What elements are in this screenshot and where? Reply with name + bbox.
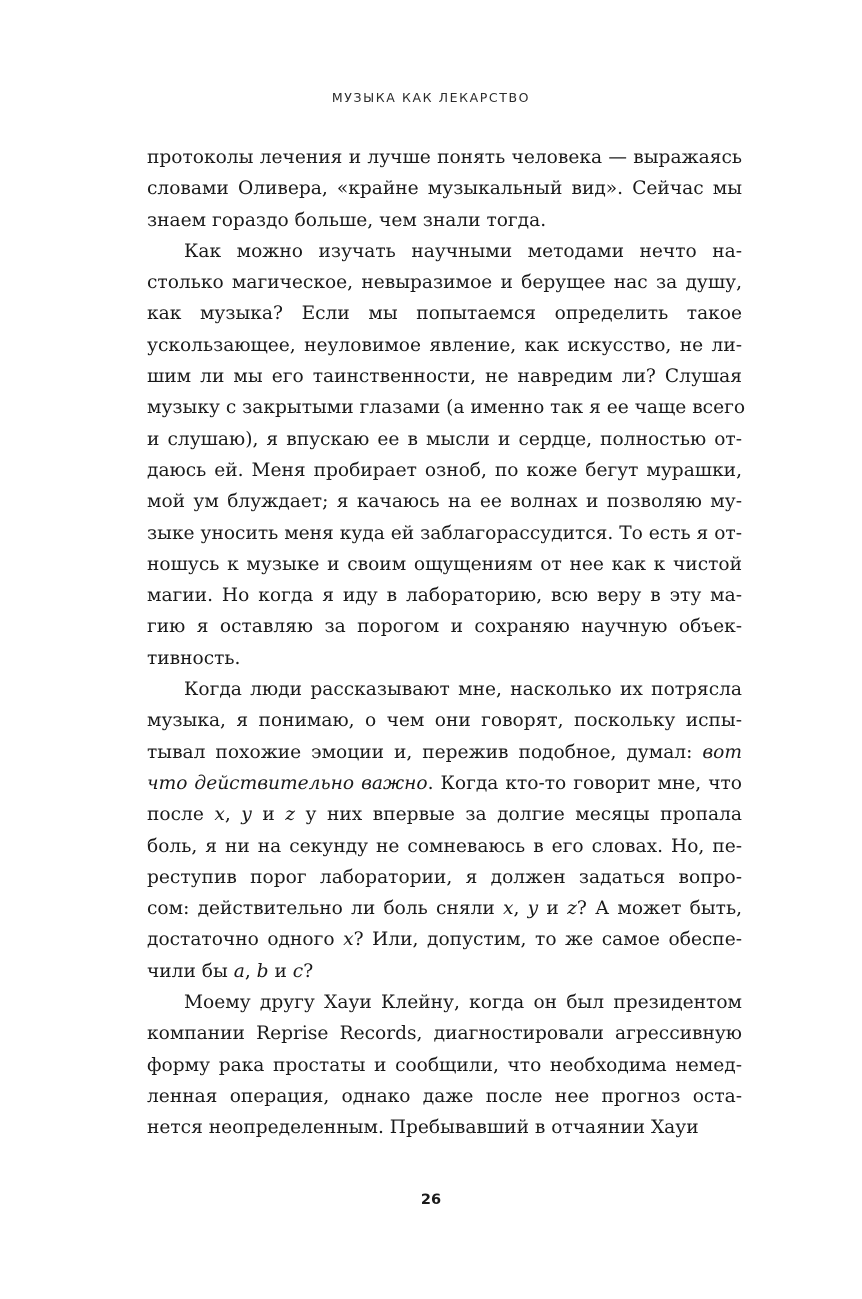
text-segment: даюсь ей. Меня пробирает озноб, по коже бегут мурашки, bbox=[147, 459, 742, 481]
italic-text: вот bbox=[702, 741, 742, 763]
text-segment: , bbox=[244, 960, 257, 982]
text-line bbox=[147, 424, 742, 455]
italic-text: z bbox=[285, 804, 296, 826]
text-line bbox=[147, 1018, 742, 1049]
text-segment: у них впервые за долгие месяцы пропала bbox=[295, 804, 742, 826]
text-segment: , bbox=[224, 804, 242, 826]
text-segment: ? А может быть, bbox=[576, 898, 742, 920]
text-segment: протоколы лечения и лучше понять человека — выражаясь bbox=[147, 147, 742, 168]
text-line bbox=[147, 768, 742, 799]
text-segment: ? Или, допустим, то же самое обеспе- bbox=[353, 929, 742, 951]
text-line bbox=[147, 392, 746, 423]
text-segment: знаем гораздо больше, чем знали тогда. bbox=[147, 209, 547, 231]
text-line bbox=[147, 987, 742, 1018]
italic-text: y bbox=[241, 804, 252, 826]
text-segment: Как можно изучать научными методами нечто на- bbox=[184, 240, 742, 262]
text-segment: Когда люди рассказывают мне, насколько их потрясла bbox=[184, 679, 742, 701]
text-line bbox=[147, 799, 742, 830]
italic-text: y bbox=[527, 898, 539, 920]
text-segment: боль, я ни на секунду не сомневаюсь в его словах. Но, пе- bbox=[147, 835, 742, 857]
text-line bbox=[147, 956, 742, 987]
text-segment: ускользающее, неуловимое явление, как искусство, не ли- bbox=[147, 334, 742, 356]
text-line bbox=[147, 455, 742, 486]
text-segment: и слушаю), я впускаю ее в мысли и сердце, полностью от- bbox=[147, 428, 742, 450]
text-line bbox=[147, 267, 742, 298]
text-segment: форму рака простаты и сообщили, что необходима немед- bbox=[147, 1054, 742, 1076]
text-segment: после bbox=[147, 804, 215, 826]
text-segment: нется неопределенным. Пребывавший в отчаянии Хауи bbox=[147, 1117, 699, 1139]
text-line bbox=[147, 549, 742, 580]
paragraph bbox=[147, 142, 742, 236]
text-segment: ношусь к музыке и своим ощущениям от нее как к чистой bbox=[147, 553, 742, 575]
text-line bbox=[147, 1050, 742, 1081]
text-segment: и bbox=[538, 898, 568, 920]
paragraph bbox=[147, 987, 742, 1143]
text-segment: словами Оливера, «крайне музыкальный вид». Сейчас мы bbox=[147, 178, 742, 200]
text-segment: и bbox=[268, 960, 293, 982]
text-line bbox=[147, 862, 742, 893]
text-line bbox=[147, 1112, 742, 1143]
text-segment: тывал похожие эмоции и, пережив подобное, думал: bbox=[147, 741, 703, 763]
paragraph bbox=[147, 674, 742, 987]
text-segment: как музыка? Если мы попытаемся определить такое bbox=[147, 303, 742, 325]
text-line bbox=[147, 643, 742, 674]
text-line bbox=[147, 205, 742, 236]
text-segment: реступив порог лаборатории, я должен задаться вопро- bbox=[147, 866, 742, 888]
text-segment: зыке уносить меня куда ей заблагорассудится. То есть я от- bbox=[147, 522, 742, 544]
text-line bbox=[147, 173, 742, 204]
italic-text: z bbox=[567, 898, 577, 920]
text-segment: гию я оставляю за порогом и сохраняю научную объек- bbox=[147, 616, 742, 638]
text-line bbox=[147, 486, 742, 517]
italic-text: что действительно важно bbox=[147, 772, 428, 794]
text-segment: сом: действительно ли боль сняли bbox=[147, 898, 504, 920]
italic-text: x bbox=[343, 929, 354, 951]
text-segment: ? bbox=[303, 960, 314, 982]
text-line bbox=[147, 737, 742, 768]
page-number: 26 bbox=[420, 1192, 442, 1208]
text-segment: шим ли мы его таинственности, не навредим ли? Слушая bbox=[147, 366, 742, 388]
italic-text: x bbox=[503, 898, 514, 920]
italic-text: c bbox=[292, 960, 304, 982]
text-line bbox=[147, 298, 742, 329]
text-line bbox=[147, 1081, 742, 1112]
text-segment: мой ум блуждает; я качаюсь на ее волнах и позволяю му- bbox=[147, 491, 742, 513]
text-line bbox=[147, 330, 742, 361]
text-segment: и bbox=[251, 804, 286, 826]
paragraph bbox=[147, 236, 746, 674]
running-head: МУЗЫКА КАК ЛЕКАРСТВО bbox=[331, 90, 531, 105]
text-line bbox=[147, 674, 742, 705]
text-segment: , bbox=[513, 898, 528, 920]
text-line bbox=[147, 236, 742, 267]
italic-text: a bbox=[233, 960, 245, 982]
text-segment: достаточно одного bbox=[147, 929, 344, 951]
text-line bbox=[147, 580, 742, 611]
text-line bbox=[147, 924, 742, 955]
text-segment: . Когда кто-то говорит мне, что bbox=[427, 772, 742, 794]
text-segment: музыку с закрытыми глазами (а именно так я ее чаще всего bbox=[147, 397, 746, 419]
text-line bbox=[147, 142, 742, 173]
text-line bbox=[147, 705, 742, 736]
text-segment: ленная операция, однако даже после нее прогноз оста- bbox=[147, 1085, 742, 1107]
body-text bbox=[147, 142, 746, 1144]
text-line bbox=[147, 831, 742, 862]
italic-text: x bbox=[214, 804, 225, 826]
text-line bbox=[147, 611, 742, 642]
text-line bbox=[147, 893, 742, 924]
text-segment: компании Reprise Records, диагностировали агрессивную bbox=[147, 1023, 742, 1045]
text-segment: чили бы bbox=[147, 960, 234, 982]
text-segment: музыка, я понимаю, о чем они говорят, поскольку испы- bbox=[147, 710, 742, 732]
text-segment: тивность. bbox=[147, 647, 241, 669]
italic-text: b bbox=[256, 960, 269, 982]
text-line bbox=[147, 361, 742, 392]
text-segment: столько магическое, невыразимое и берущее нас за душу, bbox=[147, 272, 742, 294]
text-line bbox=[147, 518, 742, 549]
text-segment: Моему другу Хауи Клейну, когда он был президентом bbox=[184, 992, 742, 1014]
text-segment: магии. Но когда я иду в лабораторию, всю веру в эту ма- bbox=[147, 585, 742, 607]
